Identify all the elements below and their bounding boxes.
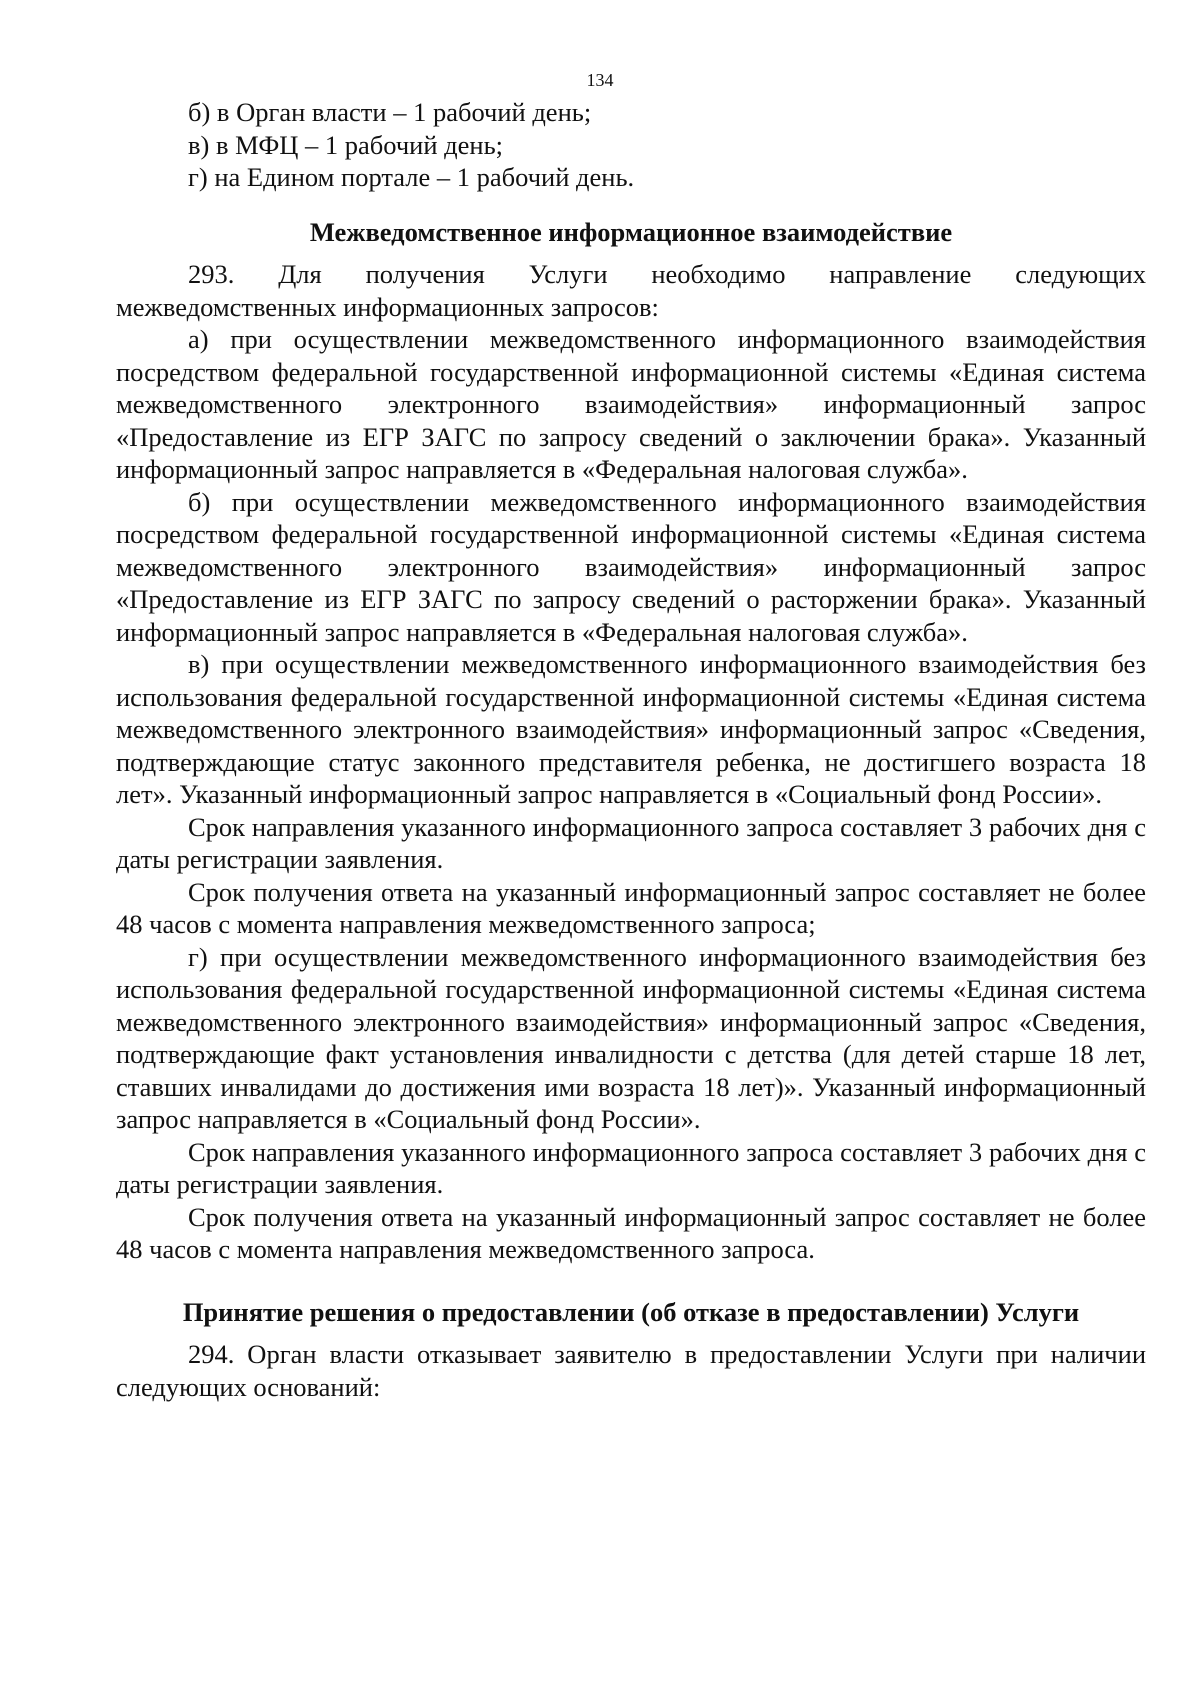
paragraph-g: г) при осуществлении межведомственного информационного взаимодействия без использования федеральной государственной информационной системы «Единая система межведомственного электронного взаимодействия» информационный запрос «Сведения, подтверждающие факт установления инвалидности с детства (для детей старше 18 лет, ставших инвалидами до достижения ими возраста 18 лет)». Указанный информационный запрос направляется в «Социальный фонд России». <box>116 941 1146 1134</box>
paragraph-term-sending-1: Срок направления указанного информационного запроса составляет 3 рабочих дня с даты регистрации заявления. <box>116 811 1146 874</box>
paragraph-294: 294. Орган власти отказывает заявителю в предоставлении Услуги при наличии следующих оснований: <box>116 1339 1146 1402</box>
section-heading: Межведомственное информационное взаимодействие <box>309 216 953 247</box>
document-body <box>116 96 1146 1403</box>
paragraph-b: б) при осуществлении межведомственного информационного взаимодействия посредством федеральной государственной информационной системы «Единая система межведомственного электронного взаимодействия» информационный запрос «Предоставление из ЕГР ЗАГС по запросу сведений о расторжении брака». Указанный информационный запрос направляется в «Федеральная налоговая служба». <box>116 486 1146 647</box>
paragraph-a: а) при осуществлении межведомственного информационного взаимодействия посредством федеральной государственной информационной системы «Единая система межведомственного электронного взаимодействия» информационный запрос «Предоставление из ЕГР ЗАГС по запросу сведений о заключении брака». Указанный информационный запрос направляется в «Федеральная налоговая служба». <box>116 324 1146 484</box>
paragraph-term-sending-2: Срок направления указанного информационного запроса составляет 3 рабочих дня с даты регистрации заявления. <box>116 1136 1146 1199</box>
section-heading: Принятие решения о предоставлении (об отказе в предоставлении) Услуги <box>182 1296 1080 1327</box>
list-item: в) в МФЦ – 1 рабочий день; <box>188 129 504 160</box>
paragraph-term-response-1: Срок получения ответа на указанный информационный запрос составляет не более 48 часов с момента направления межведомственного запроса; <box>116 876 1146 939</box>
paragraph-v: в) при осуществлении межведомственного информационного взаимодействия без использования федеральной государственной информационной системы «Единая система межведомственного электронного взаимодействия» информационный запрос «Сведения, подтверждающие статус законного представителя ребенка, не достигшего возраста 18 лет». Указанный информационный запрос направляется в «Социальный фонд России». <box>116 649 1146 809</box>
paragraph-293: 293. Для получения Услуги необходимо направление следующих межведомственных информационных запросов: <box>116 259 1146 322</box>
paragraph-term-response-2: Срок получения ответа на указанный информационный запрос составляет не более 48 часов с момента направления межведомственного запроса. <box>116 1201 1146 1264</box>
page-number: 134 <box>586 70 614 90</box>
list-item: б) в Орган власти – 1 рабочий день; <box>188 97 592 127</box>
list-item: г) на Едином портале – 1 рабочий день. <box>188 162 635 192</box>
